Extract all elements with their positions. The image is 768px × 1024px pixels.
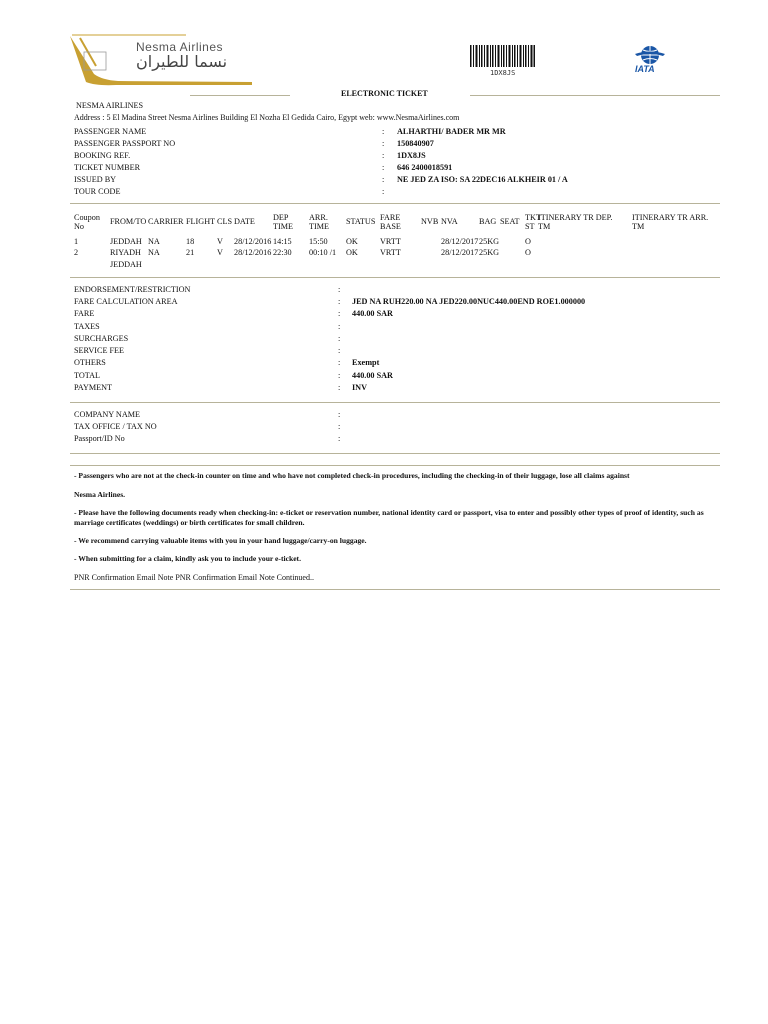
- fare-label: SURCHARGES: [74, 334, 129, 343]
- passenger-value: ALHARTHI/ BADER MR MR: [397, 127, 506, 136]
- colon: :: [382, 139, 385, 148]
- page-title: ELECTRONIC TICKET: [341, 89, 428, 98]
- fare-label: TOTAL: [74, 371, 101, 380]
- divider: [70, 402, 720, 403]
- col-fare: FARE: [380, 213, 401, 222]
- colon: :: [382, 175, 385, 184]
- cell-fromto: RIYADH: [110, 248, 141, 257]
- iata-logo: [630, 45, 670, 75]
- cell-nva: 28/12/2017: [441, 248, 479, 257]
- cell-flight: 21: [186, 248, 195, 257]
- colon: :: [338, 371, 341, 380]
- barcode: [470, 45, 535, 67]
- colon: :: [338, 410, 341, 419]
- airline-name: NESMA AIRLINES: [76, 101, 144, 110]
- divider: [70, 203, 720, 204]
- cell-no: 2: [74, 248, 79, 257]
- note-documents: - Please have the following documents ready when checking-in: e-ticket or reservation number, national identity card or passport, visa to enter and possibly other types of proof of identity, such as marriage certificates (weddings) or birth certificates for small children.: [74, 508, 704, 527]
- cell-bag: 25KG: [479, 248, 500, 257]
- col-dep: DEP: [273, 213, 289, 222]
- col-dep-2: TIME: [273, 222, 294, 231]
- colon: :: [338, 434, 341, 443]
- fare-label: PAYMENT: [74, 383, 113, 392]
- passenger-label: TICKET NUMBER: [74, 163, 141, 172]
- cell-cls: V: [217, 237, 223, 246]
- company-label: COMPANY NAME: [74, 410, 141, 419]
- colon: :: [338, 422, 341, 431]
- fare-value: INV: [352, 383, 368, 392]
- colon: :: [338, 334, 341, 343]
- col-bag: BAG: [479, 217, 497, 226]
- cell-dep: 22:30: [273, 248, 292, 257]
- passenger-label: TOUR CODE: [74, 187, 121, 196]
- colon: :: [382, 127, 385, 136]
- fare-label: SERVICE FEE: [74, 346, 125, 355]
- colon: :: [338, 383, 341, 392]
- col-coupon: Coupon: [74, 213, 100, 222]
- cell-date: 28/12/2016: [234, 237, 272, 246]
- passenger-value: 1DX8JS: [397, 151, 426, 160]
- barcode-code: 1DX8JS: [490, 69, 516, 77]
- fare-label: ENDORSEMENT/RESTRICTION: [74, 285, 191, 294]
- colon: :: [338, 346, 341, 355]
- airline-address: Address : 5 El Madina Street Nesma Airlines Building El Nozha El Gedida Cairo, Egypt web: www.NesmaAirlines.com: [74, 113, 460, 122]
- note-claim: - When submitting for a claim, kindly ask you to include your e-ticket.: [74, 554, 301, 563]
- col-seat: SEAT: [500, 217, 520, 226]
- cell-date: 28/12/2016: [234, 248, 272, 257]
- cell-bag: 25KG: [479, 237, 500, 246]
- cell-status: OK: [346, 237, 358, 246]
- globe-icon: [635, 45, 665, 65]
- col-tkt: TKT: [525, 213, 541, 222]
- cell-carrier: NA: [148, 237, 160, 246]
- passenger-label: BOOKING REF.: [74, 151, 131, 160]
- colon: :: [382, 151, 385, 160]
- divider: [70, 465, 720, 466]
- company-label: TAX OFFICE / TAX NO: [74, 422, 157, 431]
- colon: :: [338, 297, 341, 306]
- fare-label: FARE CALCULATION AREA: [74, 297, 178, 306]
- divider: [70, 589, 720, 590]
- passenger-value: NE JED ZA ISO: SA 22DEC16 ALKHEIR 01 / A: [397, 175, 568, 184]
- brand-english: Nesma Airlines: [136, 40, 224, 54]
- fare-label: TAXES: [74, 322, 100, 331]
- cell-arr: 15:50: [309, 237, 328, 246]
- brand-arabic: نسما للطيران: [136, 52, 228, 71]
- company-label: Passport/ID No: [74, 434, 125, 443]
- col-itin-arr: ITINERARY TR ARR.: [632, 213, 709, 222]
- fare-value: 440.00 SAR: [352, 371, 393, 380]
- colon: :: [338, 322, 341, 331]
- note-checkin-cont: Nesma Airlines.: [74, 490, 126, 499]
- cell-fare: VRTT: [380, 237, 401, 246]
- cell-carrier: NA: [148, 248, 160, 257]
- col-date: DATE: [234, 217, 255, 226]
- barcode-icon: [470, 45, 535, 67]
- col-coupon-2: No: [74, 222, 85, 231]
- cell-fromto: JEDDAH: [110, 237, 142, 246]
- cell-flight: 18: [186, 237, 195, 246]
- passenger-label: ISSUED BY: [74, 175, 117, 184]
- passenger-label: PASSENGER NAME: [74, 127, 147, 136]
- col-arr: ARR.: [309, 213, 328, 222]
- cell-nva: 28/12/2017: [441, 237, 479, 246]
- colon: :: [382, 163, 385, 172]
- col-nva: NVA: [441, 217, 458, 226]
- cell-status: OK: [346, 248, 358, 257]
- airline-logo: [66, 30, 256, 92]
- passenger-value: 150840907: [397, 139, 434, 148]
- divider: [70, 453, 720, 454]
- col-flight: FLIGHT: [186, 217, 216, 226]
- colon: :: [338, 358, 341, 367]
- cell-tkt: O: [525, 248, 531, 257]
- note-pnr: PNR Confirmation Email Note PNR Confirmation Email Note Continued..: [74, 573, 314, 582]
- fare-value: 440.00 SAR: [352, 309, 393, 318]
- final-destination: JEDDAH: [110, 260, 142, 269]
- col-itin-dep-2: TM: [538, 222, 551, 231]
- colon: :: [338, 309, 341, 318]
- note-valuables: - We recommend carrying valuable items with you in your hand luggage/carry-on luggage.: [74, 536, 367, 545]
- col-itin-dep: ITINERARY TR DEP.: [538, 213, 613, 222]
- cell-dep: 14:15: [273, 237, 292, 246]
- iata-label: IATA: [635, 64, 655, 74]
- cell-tkt: O: [525, 237, 531, 246]
- col-arr-2: TIME: [309, 222, 330, 231]
- passenger-value: 646 2400018591: [397, 163, 453, 172]
- divider: [70, 277, 720, 278]
- title-rule-left: [190, 95, 290, 96]
- col-itin-arr-2: TM: [632, 222, 645, 231]
- fare-label: OTHERS: [74, 358, 106, 367]
- fare-value: Exempt: [352, 358, 380, 367]
- note-checkin: - Passengers who are not at the check-in counter on time and who have not completed check-in procedures, including the checking-in of their luggage, lose all claims against: [74, 471, 630, 480]
- col-nvb: NVB: [421, 217, 439, 226]
- fare-value: JED NA RUH220.00 NA JED220.00NUC440.00END ROE1.000000: [352, 297, 586, 306]
- cell-arr: 00:10 /1: [309, 248, 337, 257]
- title-rule-right: [470, 95, 720, 96]
- cell-no: 1: [74, 237, 79, 246]
- passenger-label: PASSENGER PASSPORT NO: [74, 139, 176, 148]
- cell-fare: VRTT: [380, 248, 401, 257]
- cell-cls: V: [217, 248, 223, 257]
- col-fromto: FROM/TO: [110, 217, 147, 226]
- colon: :: [382, 187, 385, 196]
- fare-label: FARE: [74, 309, 95, 318]
- col-cls: CLS: [217, 217, 233, 226]
- colon: :: [338, 285, 341, 294]
- col-tkt-2: ST: [525, 222, 535, 231]
- col-status: STATUS: [346, 217, 376, 226]
- col-fare-2: BASE: [380, 222, 401, 231]
- col-carrier: CARRIER: [148, 217, 184, 226]
